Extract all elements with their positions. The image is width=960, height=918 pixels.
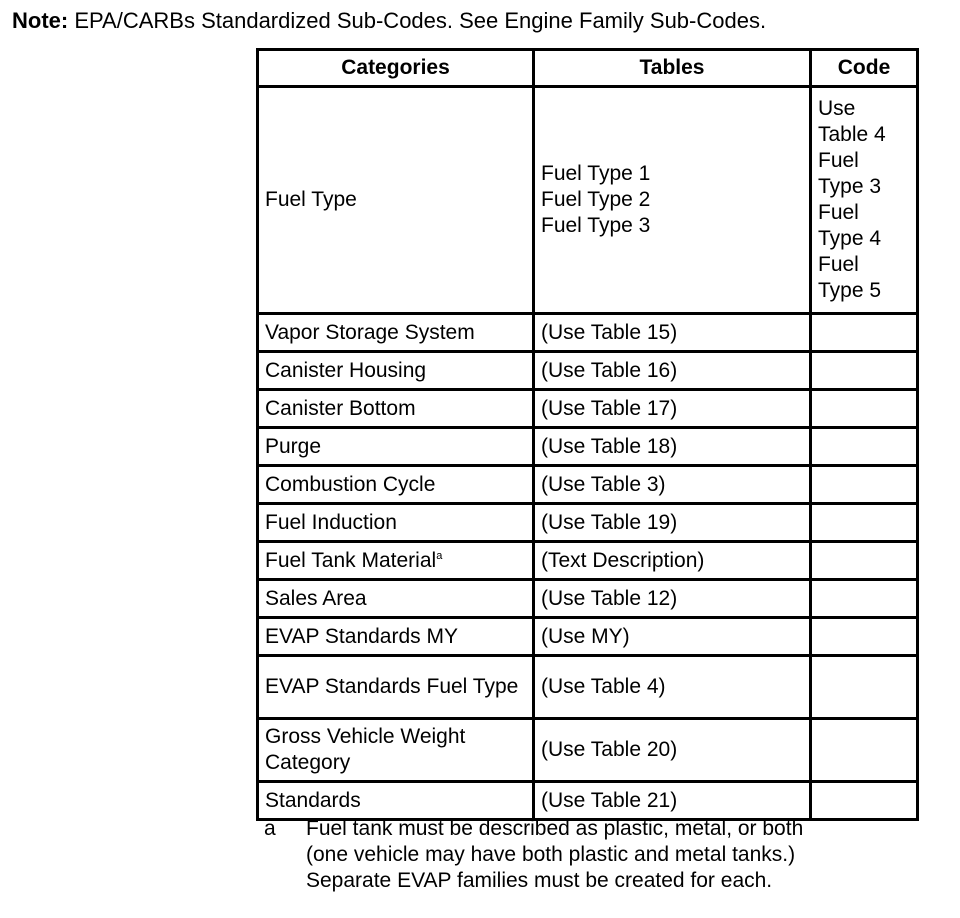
table-row bbox=[258, 314, 918, 352]
category-cell: Purge bbox=[258, 428, 534, 466]
tables-cell: (Use Table 4) bbox=[534, 656, 811, 719]
code-line: Fuel bbox=[818, 253, 859, 276]
code-cell bbox=[811, 87, 918, 314]
tables-cell: (Use Table 19) bbox=[534, 504, 811, 542]
sub-codes-table bbox=[256, 48, 919, 821]
category-cell: Gross Vehicle Weight Category bbox=[258, 719, 534, 782]
category-cell: Canister Housing bbox=[258, 352, 534, 390]
tables-cell: (Use Table 12) bbox=[534, 580, 811, 618]
table-row bbox=[258, 87, 918, 314]
table-row bbox=[258, 719, 918, 782]
code-line: Type 4 bbox=[818, 227, 882, 250]
fuel-type-table-2: Fuel Type 2 bbox=[541, 188, 651, 211]
note bbox=[12, 6, 766, 36]
table-row bbox=[258, 782, 918, 820]
category-cell: Combustion Cycle bbox=[258, 466, 534, 504]
table-header-row bbox=[258, 50, 918, 87]
table-row bbox=[258, 390, 918, 428]
tables-cell: (Use Table 21) bbox=[534, 782, 811, 820]
code-cell bbox=[811, 390, 918, 428]
tables-cell: (Use Table 16) bbox=[534, 352, 811, 390]
code-cell bbox=[811, 618, 918, 656]
table-row bbox=[258, 466, 918, 504]
category-cell: EVAP Standards MY bbox=[258, 618, 534, 656]
footnote-text bbox=[306, 816, 803, 894]
code-cell bbox=[811, 542, 918, 580]
tables-cell: (Use Table 3) bbox=[534, 466, 811, 504]
code-cell bbox=[811, 580, 918, 618]
header-code: Code bbox=[811, 50, 918, 87]
note-text: EPA/CARBs Standardized Sub-Codes. See Engine Family Sub-Codes. bbox=[74, 8, 767, 33]
code-line: Table 4 bbox=[818, 123, 886, 146]
tables-cell: (Use Table 15) bbox=[534, 314, 811, 352]
code-line: Fuel bbox=[818, 149, 859, 172]
tables-cell: (Use Table 17) bbox=[534, 390, 811, 428]
code-cell bbox=[811, 428, 918, 466]
tables-cell: (Use Table 18) bbox=[534, 428, 811, 466]
table-row bbox=[258, 542, 918, 580]
table-row bbox=[258, 656, 918, 719]
category-cell: Vapor Storage System bbox=[258, 314, 534, 352]
category-cell: Standards bbox=[258, 782, 534, 820]
category-cell: Fuel Induction bbox=[258, 504, 534, 542]
footnote-marker: a bbox=[264, 817, 276, 840]
footnote-line: (one vehicle may have both plastic and metal tanks.) bbox=[306, 843, 796, 866]
code-cell bbox=[811, 504, 918, 542]
code-cell bbox=[811, 782, 918, 820]
category-cell: Sales Area bbox=[258, 580, 534, 618]
fuel-type-table-1: Fuel Type 1 bbox=[541, 162, 651, 185]
footnote-line: Separate EVAP families must be created for each. bbox=[306, 869, 773, 892]
category-cell: EVAP Standards Fuel Type bbox=[258, 656, 534, 719]
category-cell: Fuel Type bbox=[258, 87, 534, 314]
code-line: Fuel bbox=[818, 201, 859, 224]
table-row bbox=[258, 580, 918, 618]
code-cell bbox=[811, 466, 918, 504]
fuel-type-table-3: Fuel Type 3 bbox=[541, 214, 651, 237]
tables-cell bbox=[534, 87, 811, 314]
category-cell bbox=[258, 542, 534, 580]
category-text: Fuel Tank Material bbox=[265, 548, 437, 572]
table-row bbox=[258, 352, 918, 390]
code-line: Type 5 bbox=[818, 279, 882, 302]
header-tables: Tables bbox=[534, 50, 811, 87]
tables-cell: (Use Table 20) bbox=[534, 719, 811, 782]
footnote bbox=[264, 816, 803, 894]
note-label: Note: bbox=[12, 8, 69, 33]
footnote-marker-ref: a bbox=[436, 549, 443, 562]
tables-cell: (Use MY) bbox=[534, 618, 811, 656]
table-row bbox=[258, 428, 918, 466]
tables-cell: (Text Description) bbox=[534, 542, 811, 580]
code-cell bbox=[811, 656, 918, 719]
code-cell bbox=[811, 314, 918, 352]
code-cell bbox=[811, 352, 918, 390]
code-line: Use bbox=[818, 97, 856, 120]
table-row bbox=[258, 504, 918, 542]
footnote-line: Fuel tank must be described as plastic, metal, or both bbox=[306, 817, 804, 840]
category-cell: Canister Bottom bbox=[258, 390, 534, 428]
code-cell bbox=[811, 719, 918, 782]
header-categories: Categories bbox=[258, 50, 534, 87]
code-line: Type 3 bbox=[818, 175, 882, 198]
table-row bbox=[258, 618, 918, 656]
